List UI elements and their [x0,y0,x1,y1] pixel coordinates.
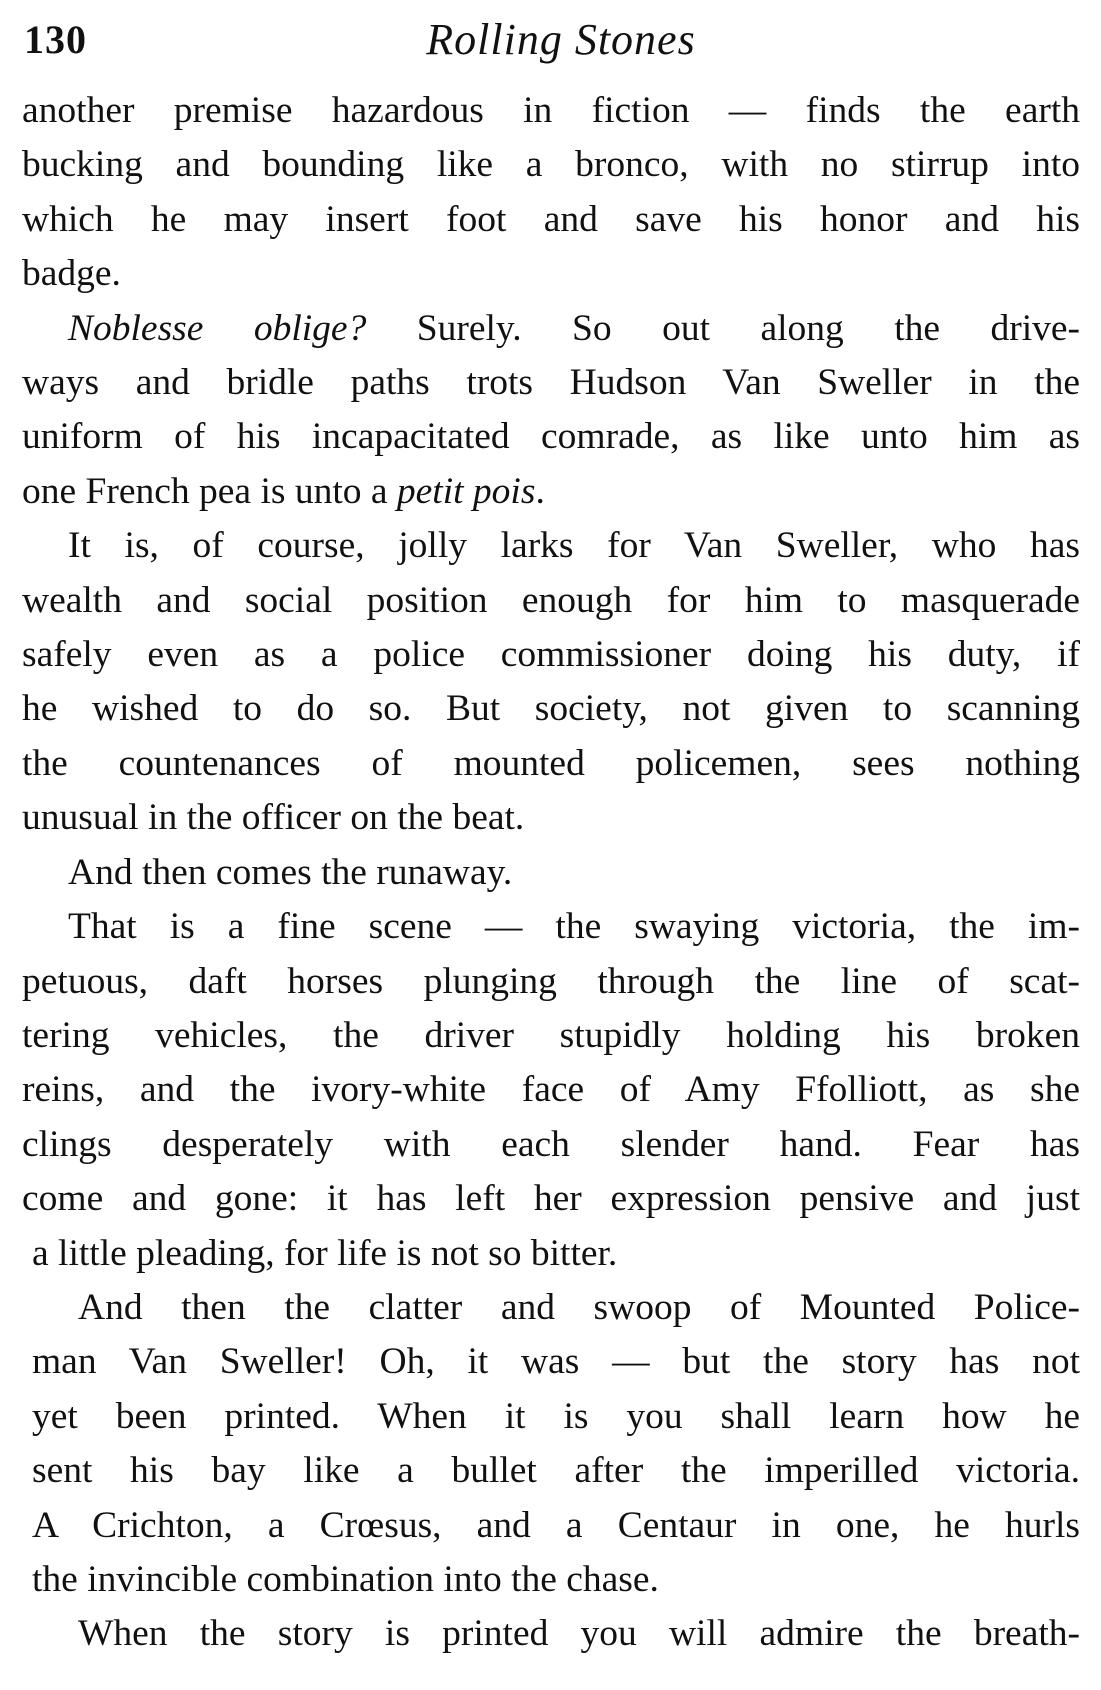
book-page [22,0,1080,1690]
text-line: sent his bay like a bullet after the imperilled victoria. [32,1450,1080,1492]
text-line: That is a fine scene — the swaying victoria, the im- [68,906,1080,948]
body-text [22,84,1080,1662]
text-line: safely even as a police commissioner doing his duty, if [22,634,1080,676]
text-line: uniform of his incapacitated comrade, as like unto him as [22,416,1080,458]
paragraph [22,519,1080,845]
paragraph [22,1607,1080,1661]
text-line: And then the clatter and swoop of Mounted Police- [78,1286,1080,1328]
paragraph [22,846,1080,900]
text-line [22,465,1080,519]
page-number: 130 [24,17,87,62]
paragraph [22,84,1080,302]
text-line: come and gone: it has left her expression pensive and just [22,1178,1080,1220]
text-line: another premise hazardous in fiction — finds the earth [22,90,1080,131]
text-line: ways and bridle paths trots Hudson Van Sweller in the [22,362,1080,404]
text-line: the countenances of mounted policemen, sees nothing [22,742,1080,784]
running-title: Rolling Stones [426,15,696,64]
text-line [22,302,1080,356]
text-line: man Van Sweller! Oh, it was — but the story has not [32,1341,1080,1383]
italic-text: Noblesse oblige? [68,307,367,349]
text-line: wealth and social position enough for him to masquerade [22,579,1080,621]
text-line: badge. [22,253,121,295]
text-line: unusual in the officer on the beat. [22,797,525,839]
text-line: he wished to do so. But society, not given to scanning [22,688,1080,730]
text-line: which he may insert foot and save his honor and his [22,198,1080,240]
text-segment: Surely. So out along the drive- [366,307,1080,349]
text-line: And then comes the runaway. [68,851,513,893]
text-line: clings desperately with each slender hand. Fear has [22,1123,1080,1165]
text-line: A Crichton, a Crœsus, and a Centaur in one, he hurls [32,1504,1080,1546]
text-line: When the story is printed you will admire the breath- [78,1613,1080,1655]
text-line: the invincible combination into the chase. [32,1558,659,1600]
text-segment: . [535,470,545,512]
italic-text: petit pois [396,470,536,512]
text-segment: one French pea is unto a [22,470,397,512]
paragraph [22,1281,1080,1607]
text-line: yet been printed. When it is you shall learn how he [32,1395,1080,1437]
text-line: tering vehicles, the driver stupidly holding his broken [22,1014,1080,1056]
text-line: reins, and the ivory-white face of Amy Ffolliott, as she [22,1069,1080,1111]
text-line: a little pleading, for life is not so bitter. [32,1232,618,1274]
text-line: petuous, daft horses plunging through the line of scat- [22,960,1080,1002]
page-header [22,0,1080,90]
text-line: bucking and bounding like a bronco, with no stirrup into [22,144,1080,186]
paragraph [22,302,1080,520]
text-line: It is, of course, jolly larks for Van Sweller, who has [68,525,1080,567]
paragraph [22,900,1080,1281]
